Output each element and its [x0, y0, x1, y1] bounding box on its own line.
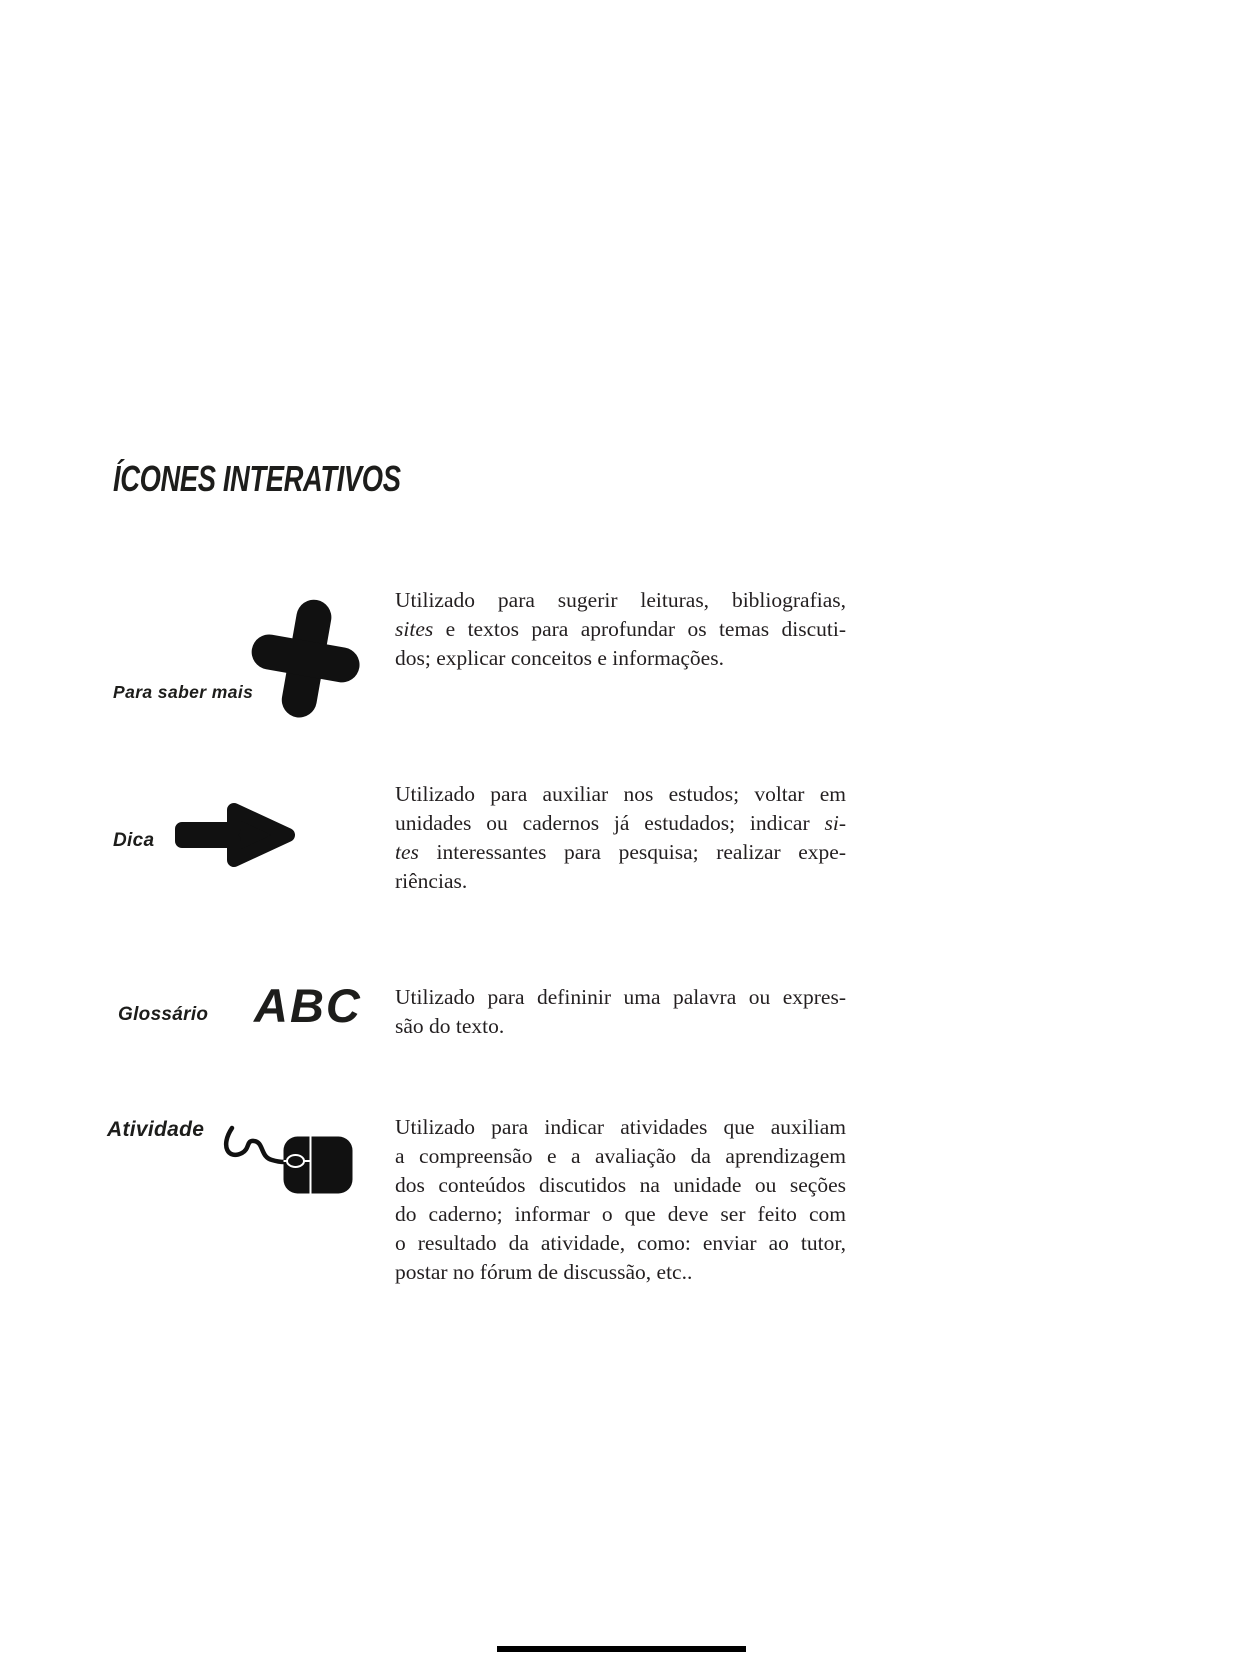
description-glossario: Utilizado para defininir uma palavra ou expres- são do texto.: [395, 985, 846, 1038]
mouse-cable: [208, 1116, 288, 1168]
label-para-saber-mais: Para saber mais: [113, 682, 254, 702]
description-atividade: Utilizado para indicar atividades que auxiliam a compreensão e a avaliação da aprendizagem dos conteúdos discutidos na unidade ou seções do caderno; informar o que deve ser feito com o resultado da atividade, como: enviar ao tutor, postar no fórum de discussão, etc..: [395, 1115, 846, 1284]
page-bottom-mark: [497, 1646, 746, 1652]
plus-icon: [250, 598, 362, 720]
label-atividade: Atividade: [107, 1118, 205, 1141]
label-glossario: Glossário: [118, 1004, 209, 1025]
page-title: ÍCONES INTERATIVOS: [113, 458, 401, 499]
abc-icon: ABC: [254, 979, 362, 1032]
arrow-right-icon: [170, 797, 302, 871]
description-para-saber-mais: Utilizado para sugerir leituras, bibliografias, sites e textos para aprofundar os temas discuti- dos; explicar conceitos e informações.: [395, 588, 846, 670]
label-dica: Dica: [113, 830, 155, 851]
mouse-icon: [282, 1135, 354, 1195]
description-dica: Utilizado para auxiliar nos estudos; voltar em unidades ou cadernos já estudados; indicar si- tes interessantes para pesquisa; realizar expe- riências.: [395, 782, 846, 893]
